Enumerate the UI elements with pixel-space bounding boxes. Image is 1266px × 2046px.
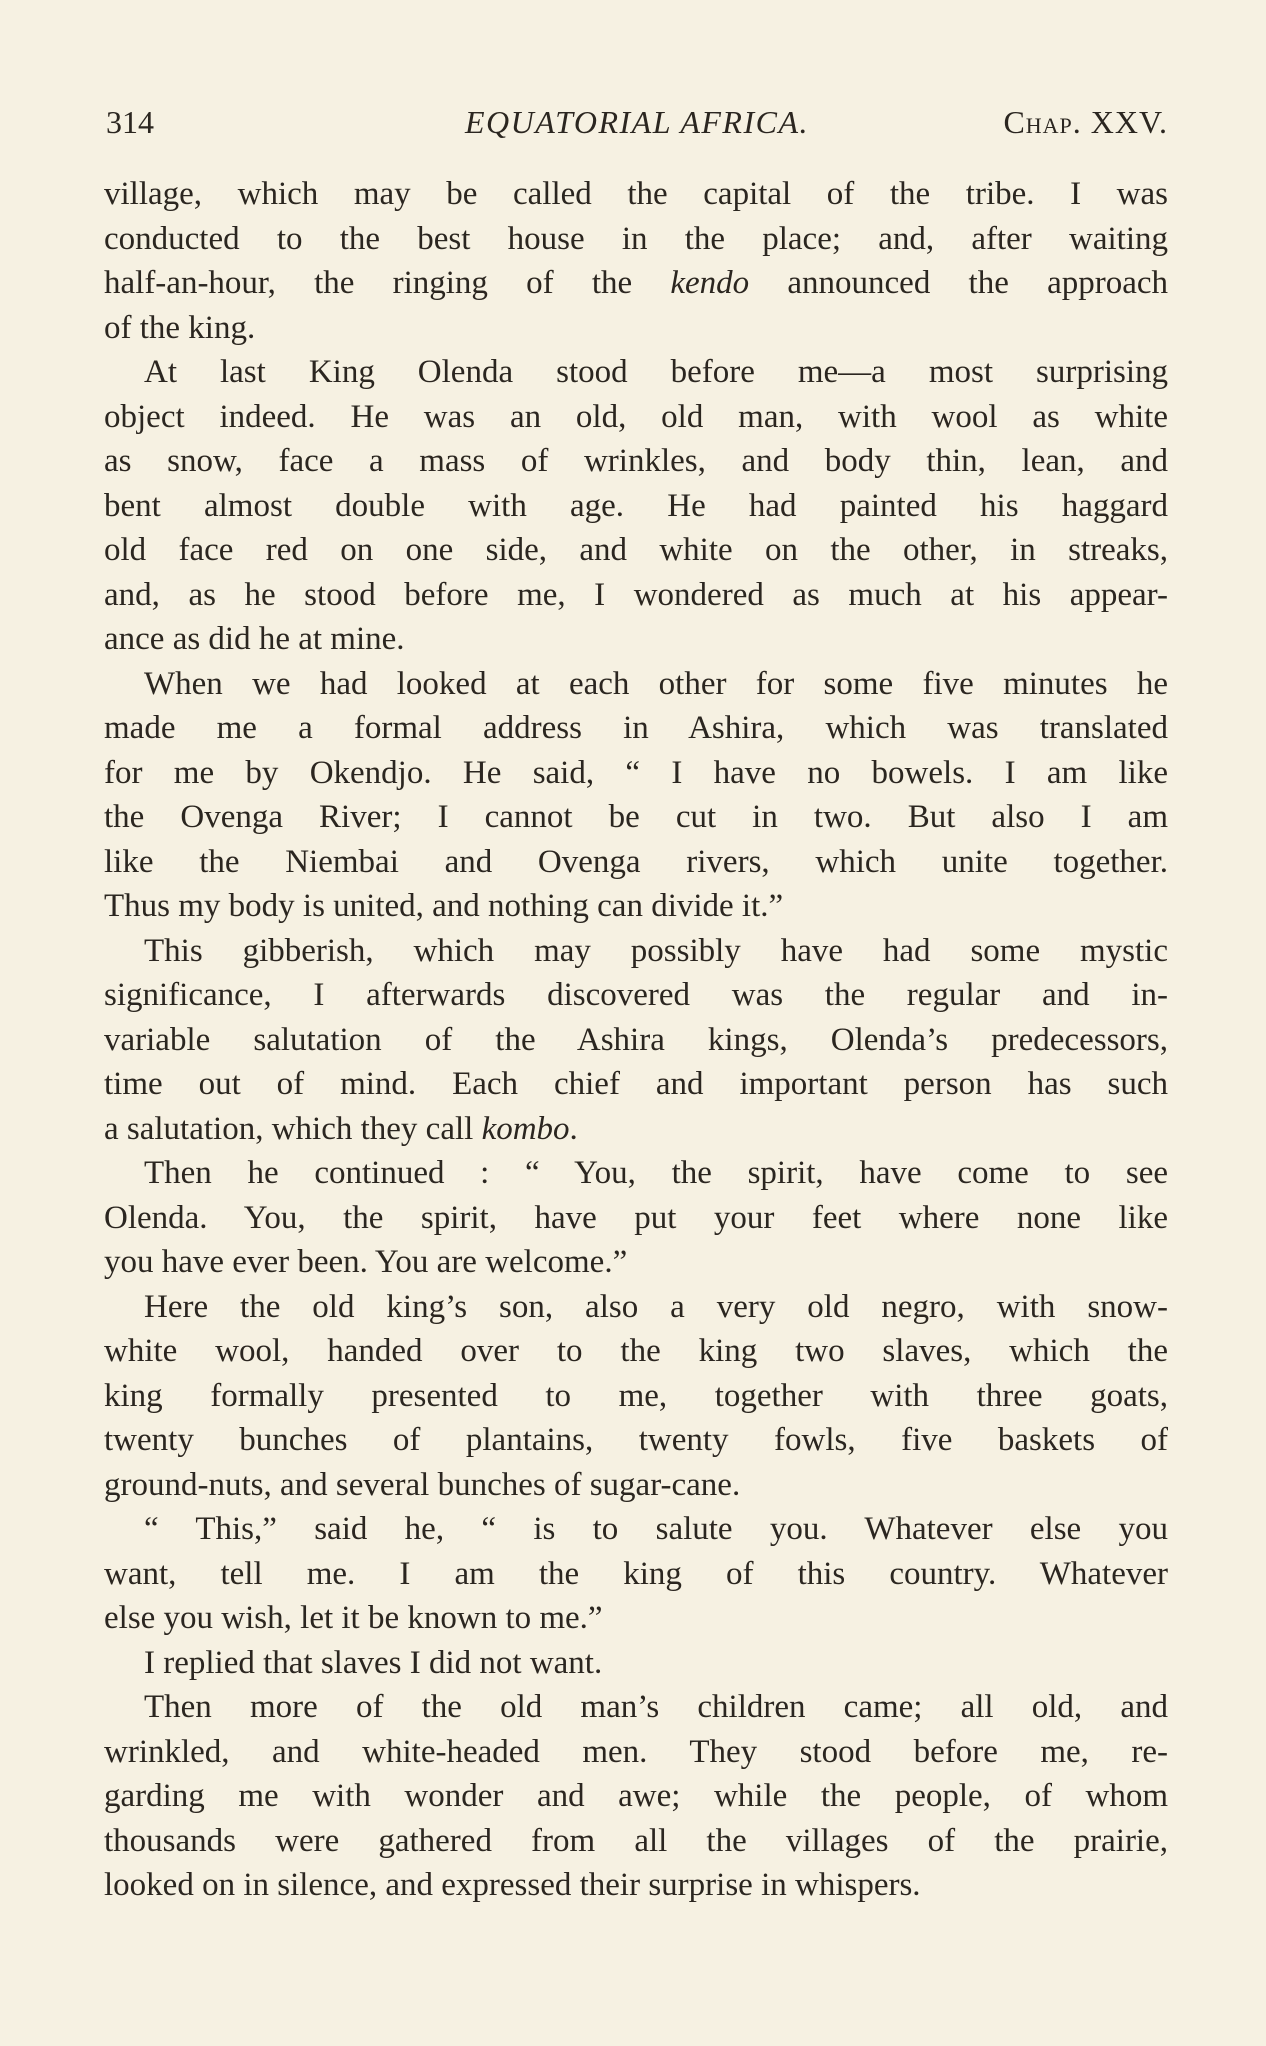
text-line: Then he continued : “ You, the spirit, have come to see (144, 1155, 1168, 1191)
text-line: of the king. (104, 309, 256, 346)
text-line: Olenda. You, the spirit, have put your feet where none like (104, 1199, 1168, 1236)
text-line: ance as did he at mine. (104, 621, 405, 657)
text-line (104, 261, 1168, 306)
text-line: wrinkled, and white-headed men. They stood before me, re- (104, 1733, 1168, 1770)
text-line: Here the old king’s son, also a very old negro, with snow- (144, 1288, 1168, 1325)
text-line: significance, I afterwards discovered was the regular and in- (104, 977, 1168, 1013)
text-line: thousands were gathered from all the villages of the prairie, (104, 1822, 1168, 1859)
text-run: . (569, 1110, 578, 1147)
text-line: garding me with wonder and awe; while the people, of whom (104, 1778, 1168, 1814)
text-line: village, which may be called the capital of the tribe. I was (104, 176, 1168, 212)
text-line (104, 1107, 1168, 1152)
text-line: the Ovenga River; I cannot be cut in two. But also I am (104, 799, 1168, 835)
text-line: object indeed. He was an old, old man, with wool as white (104, 398, 1168, 435)
italic-term: kendo (670, 265, 750, 301)
text-line: This gibberish, which may possibly have had some mystic (144, 932, 1168, 969)
text-line: time out of mind. Each chief and important person has such (104, 1066, 1168, 1102)
text-line: At last King Olenda stood before me—a most surprising (144, 354, 1168, 390)
text-run: a salutation, which they call (104, 1110, 482, 1147)
running-title: EQUATORIAL AFRICA. (464, 104, 810, 140)
text-line: for me by Okendjo. He said, “ I have no bowels. I am like (104, 754, 1168, 791)
text-line: When we had looked at each other for some five minutes he (144, 665, 1168, 702)
text-line: “ This,” said he, “ is to salute you. Whatever else you (144, 1511, 1168, 1547)
page-number: 314 (106, 104, 154, 140)
text-line: you have ever been. You are welcome.” (104, 1244, 628, 1280)
text-line: made me a formal address in Ashira, which was translated (104, 710, 1168, 746)
text-line: white wool, handed over to the king two slaves, which the (104, 1333, 1168, 1369)
text-line: want, tell me. I am the king of this country. Whatever (104, 1555, 1168, 1592)
chapter-reference: Chap. XXV. (1003, 104, 1168, 140)
text-line: bent almost double with age. He had painted his haggard (104, 487, 1168, 524)
text-line: twenty bunches of plantains, twenty fowls, five baskets of (104, 1422, 1168, 1458)
body-text (104, 172, 1168, 1908)
text-line: ground-nuts, and several bunches of sugar-cane. (104, 1466, 741, 1503)
text-line: like the Niembai and Ovenga rivers, which unite together. (104, 843, 1168, 880)
running-head (106, 100, 1168, 144)
text-line: and, as he stood before me, I wondered as much at his appear- (104, 576, 1168, 613)
text-line: else you wish, let it be known to me.” (104, 1600, 603, 1636)
text-line: Then more of the old man’s children came; all old, and (144, 1689, 1168, 1725)
text-line: king formally presented to me, together with three goats, (104, 1377, 1168, 1414)
text-line: looked on in silence, and expressed their surprise in whispers. (104, 1867, 921, 1903)
italic-term: kombo (481, 1110, 570, 1147)
text-run: announced the approach (749, 265, 1169, 301)
text-line: conducted to the best house in the place; and, after waiting (104, 220, 1168, 257)
text-run: half-an-hour, the ringing of the (104, 265, 671, 301)
text-line: I replied that slaves I did not want. (144, 1644, 603, 1681)
text-line: variable salutation of the Ashira kings, Olenda’s predecessors, (104, 1021, 1168, 1058)
text-line: Thus my body is united, and nothing can divide it.” (104, 888, 784, 924)
text-line: as snow, face a mass of wrinkles, and body thin, lean, and (104, 443, 1168, 479)
text-line: old face red on one side, and white on the other, in streaks, (104, 532, 1168, 568)
